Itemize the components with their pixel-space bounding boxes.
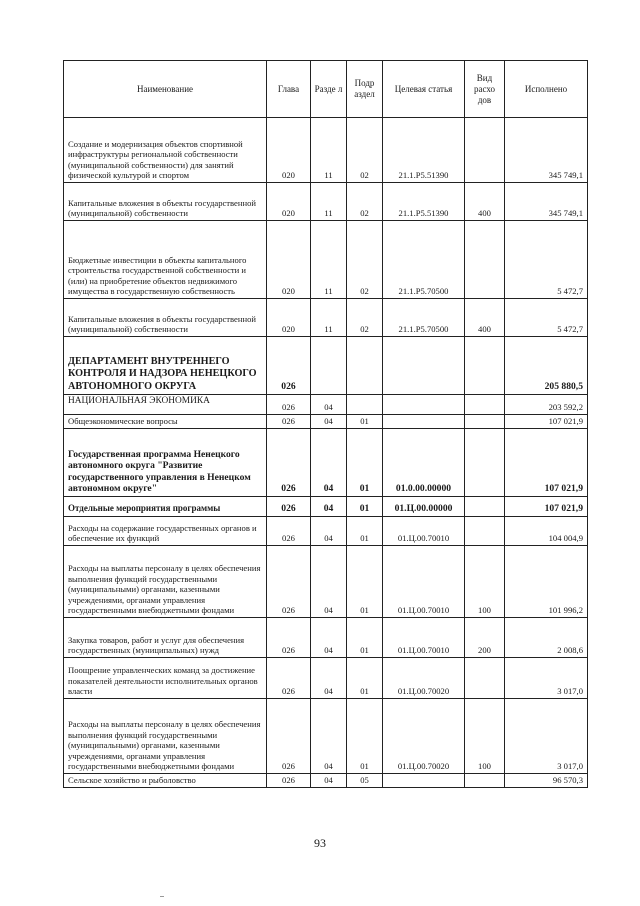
row-subsection: 01 [347,546,383,618]
row-chapter: 026 [267,699,311,774]
row-name: ДЕПАРТАМЕНТ ВНУТРЕННЕГО КОНТРОЛЯ И НАДЗОРА НЕНЕЦКОГО АВТОНОМНОГО ОКРУГА [64,337,267,395]
row-subsection: 02 [347,118,383,183]
row-chapter: 026 [267,517,311,546]
row-amount: 345 749,1 [505,183,588,221]
table-row [64,299,588,337]
row-name: Поощрение управленческих команд за достижение показателей деятельности исполнительных органов власти [64,658,267,699]
row-section: 04 [311,618,347,658]
table-row-program [64,429,588,497]
row-kind: 100 [465,699,505,774]
table-row [64,118,588,183]
table-header-row [64,61,588,118]
row-amount: 345 749,1 [505,118,588,183]
row-name: НАЦИОНАЛЬНАЯ ЭКОНОМИКА [64,395,267,415]
table-row [64,517,588,546]
budget-table [63,60,588,788]
header-chapter: Глава [267,61,311,118]
table-row [64,618,588,658]
row-name: Создание и модернизация объектов спортивной инфраструктуры региональной собственности (муниципальной собственности) для занятий физической культурой и спортом [64,118,267,183]
row-section: 04 [311,395,347,415]
row-name: Расходы на выплаты персоналу в целях обеспечения выполнения функций государственными (муниципальными) органами, казенными учреждениями, органами управления государственными внебюджетными фондами [64,546,267,618]
header-executed: Исполнено [505,61,588,118]
table-row [64,658,588,699]
row-subsection: 02 [347,183,383,221]
row-kind: 400 [465,299,505,337]
row-section: 04 [311,658,347,699]
row-subsection: 01 [347,429,383,497]
table-row [64,774,588,788]
row-target: 01.Ц.00.70020 [383,658,465,699]
table-row [64,221,588,299]
row-kind [465,415,505,429]
header-name: Наименование [64,61,267,118]
row-subsection [347,395,383,415]
row-subsection: 01 [347,497,383,517]
row-section: 04 [311,774,347,788]
row-section: 04 [311,415,347,429]
row-name: Расходы на содержание государственных органов и обеспечение их функций [64,517,267,546]
row-name: Капитальные вложения в объекты государственной (муниципальной) собственности [64,299,267,337]
row-target: 01.Ц.00.70010 [383,618,465,658]
row-target: 01.Ц.00.70020 [383,699,465,774]
row-name: Отдельные мероприятия программы [64,497,267,517]
row-subsection: 01 [347,658,383,699]
row-amount: 3 017,0 [505,658,588,699]
table-row-department [64,337,588,395]
row-amount: 107 021,9 [505,497,588,517]
table-row [64,395,588,415]
header-target-article: Целевая статья [383,61,465,118]
row-kind [465,395,505,415]
row-section: 04 [311,699,347,774]
row-target: 01.Ц.00.70010 [383,517,465,546]
row-section: 04 [311,517,347,546]
row-chapter: 026 [267,415,311,429]
scan-artifact [160,896,164,897]
header-section: Разде л [311,61,347,118]
row-chapter: 020 [267,221,311,299]
table-row [64,415,588,429]
row-target: 21.1.Р5.70500 [383,299,465,337]
row-kind [465,118,505,183]
row-name: Капитальные вложения в объекты государственной (муниципальной) собственности [64,183,267,221]
row-amount: 104 004,9 [505,517,588,546]
row-section: 04 [311,429,347,497]
row-amount: 101 996,2 [505,546,588,618]
row-chapter: 026 [267,546,311,618]
row-name: Сельское хозяйство и рыболовство [64,774,267,788]
row-section: 11 [311,299,347,337]
row-chapter: 020 [267,118,311,183]
row-name: Общеэкономические вопросы [64,415,267,429]
row-chapter: 026 [267,395,311,415]
row-target [383,774,465,788]
row-kind [465,774,505,788]
row-name: Государственная программа Ненецкого автономного округа "Развитие государственного управления в Ненецком автономном округе" [64,429,267,497]
row-target: 01.Ц.00.70010 [383,546,465,618]
row-name: Закупка товаров, работ и услуг для обеспечения государственных (муниципальных) нужд [64,618,267,658]
row-kind [465,517,505,546]
row-chapter: 026 [267,618,311,658]
row-target [383,415,465,429]
row-chapter: 026 [267,497,311,517]
row-kind: 200 [465,618,505,658]
header-expense-type: Вид расхо дов [465,61,505,118]
table-row [64,183,588,221]
row-target: 21.1.Р5.70500 [383,221,465,299]
row-chapter: 020 [267,299,311,337]
row-kind [465,497,505,517]
row-kind: 100 [465,546,505,618]
row-target [383,395,465,415]
table-row-program-activities [64,497,588,517]
row-target: 21.1.Р5.51390 [383,118,465,183]
row-kind [465,658,505,699]
row-target: 01.0.00.00000 [383,429,465,497]
row-kind: 400 [465,183,505,221]
table-row [64,546,588,618]
row-subsection: 02 [347,299,383,337]
row-name: Бюджетные инвестиции в объекты капитального строительства государственной собственности и (или) на приобретение объектов недвижимого имущества в государственную собственность [64,221,267,299]
row-section: 04 [311,497,347,517]
row-section: 11 [311,118,347,183]
row-chapter: 026 [267,337,311,395]
row-kind [465,221,505,299]
row-kind [465,337,505,395]
row-amount: 96 570,3 [505,774,588,788]
row-name: Расходы на выплаты персоналу в целях обеспечения выполнения функций государственными (муниципальными) органами, казенными учреждениями, органами управления государственными внебюджетными фондами [64,699,267,774]
row-subsection: 01 [347,517,383,546]
row-subsection: 01 [347,699,383,774]
row-amount: 3 017,0 [505,699,588,774]
row-kind [465,429,505,497]
row-subsection: 01 [347,415,383,429]
row-section: 04 [311,546,347,618]
row-section: 11 [311,221,347,299]
row-subsection: 01 [347,618,383,658]
header-subsection: Подр аздел [347,61,383,118]
row-amount: 205 880,5 [505,337,588,395]
row-target: 01.Ц.00.00000 [383,497,465,517]
row-chapter: 026 [267,774,311,788]
row-amount: 5 472,7 [505,299,588,337]
row-amount: 5 472,7 [505,221,588,299]
row-target [383,337,465,395]
row-chapter: 026 [267,658,311,699]
row-amount: 107 021,9 [505,415,588,429]
table-row [64,699,588,774]
row-section: 11 [311,183,347,221]
row-amount: 203 592,2 [505,395,588,415]
row-subsection [347,337,383,395]
row-chapter: 026 [267,429,311,497]
row-amount: 107 021,9 [505,429,588,497]
row-subsection: 02 [347,221,383,299]
row-chapter: 020 [267,183,311,221]
row-section [311,337,347,395]
row-target: 21.1.Р5.51390 [383,183,465,221]
row-subsection: 05 [347,774,383,788]
row-amount: 2 008,6 [505,618,588,658]
page-number: 93 [314,836,326,850]
